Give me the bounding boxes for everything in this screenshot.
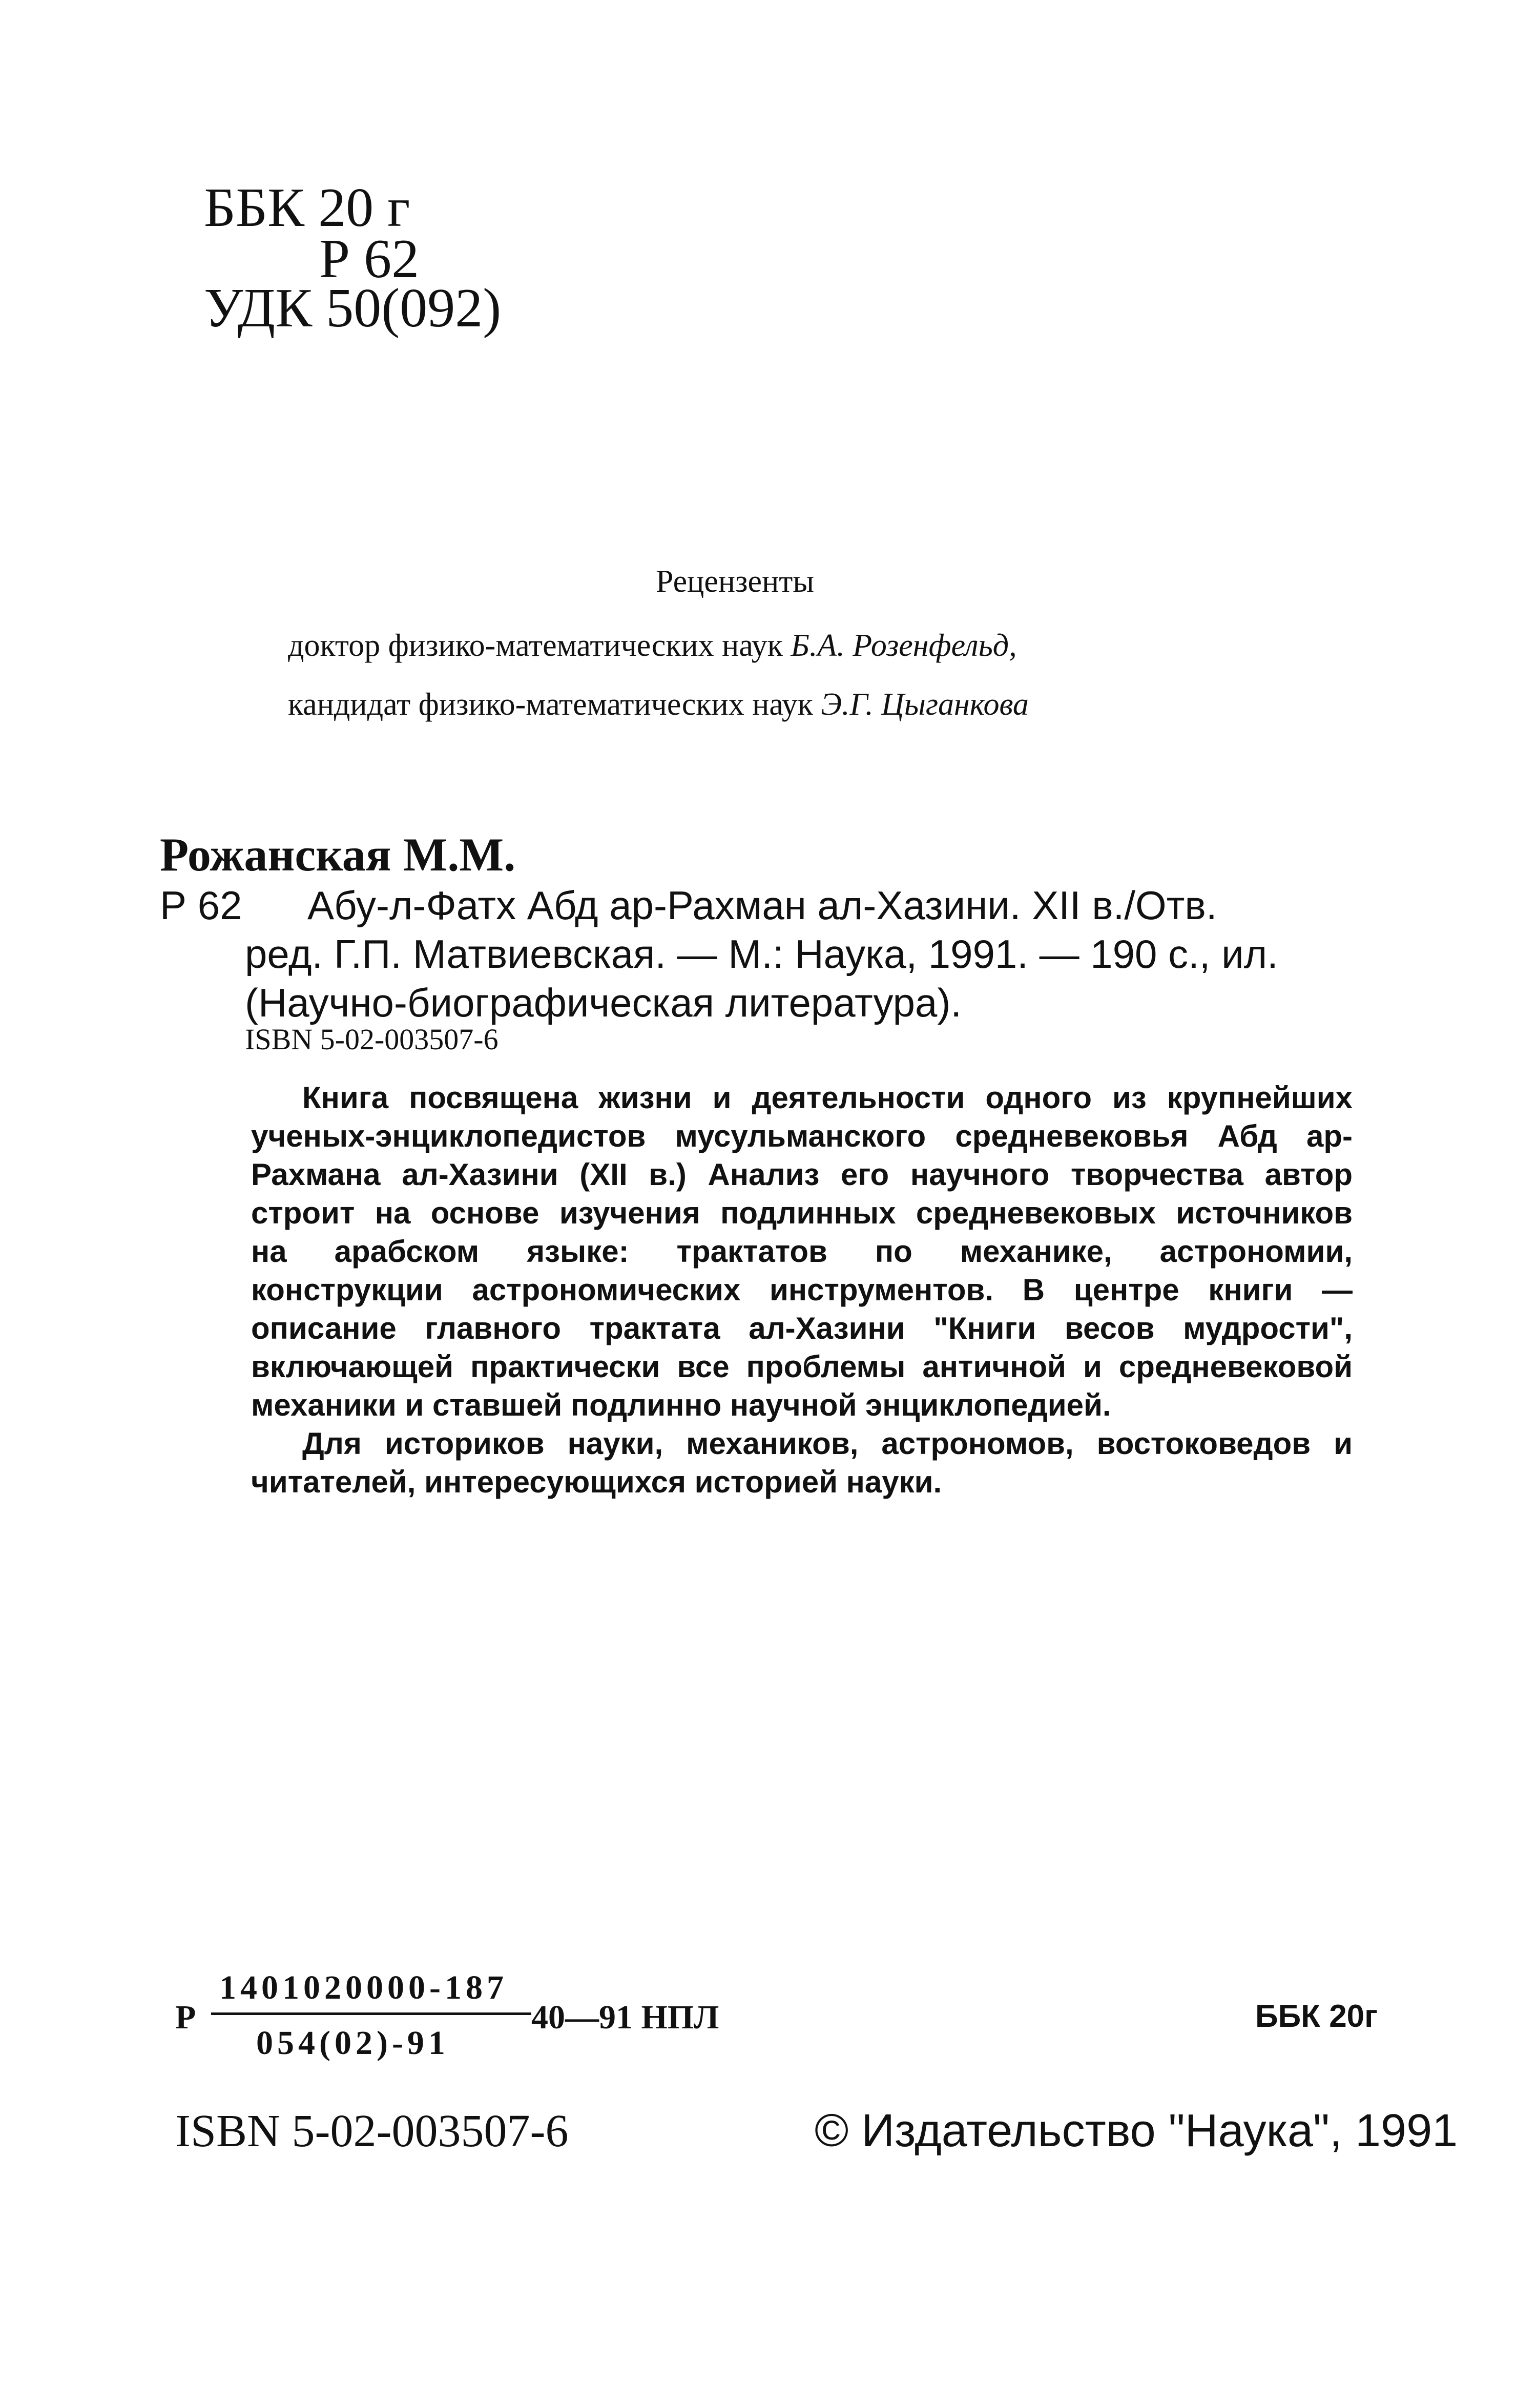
bib-isbn: ISBN 5-02-003507-6 — [245, 1023, 499, 1056]
imprint-bbk: ББК 20г — [1255, 1999, 1378, 2034]
annotation-line: на арабском языке: трактатов по механике, астрономии, — [251, 1234, 1353, 1269]
reviewer-2 — [288, 687, 1029, 723]
bbk-index: ББК 20 г — [204, 177, 410, 238]
reviewers-heading: Рецензенты — [656, 564, 815, 599]
reviewer-1-title: доктор физико-математических наук — [288, 628, 791, 663]
annotation-line: Книга посвящена жизни и деятельности одного из крупнейших — [302, 1081, 1353, 1115]
author-mark: Р 62 — [319, 229, 420, 289]
reviewer-1 — [288, 628, 1017, 664]
reviewer-2-title: кандидат физико-математических наук — [288, 687, 821, 722]
annotation-line: включающей практически все проблемы античной и средневековой — [251, 1350, 1353, 1384]
imprint-code-prefix: Р — [175, 1999, 196, 2036]
annotation-line: ученых-энциклопедистов мусульманского средневековья Абд ар- — [251, 1119, 1353, 1153]
bib-edition-line: ред. Г.П. Матвиевская. — М.: Наука, 1991. — 190 с., ил. — [245, 931, 1278, 977]
copyright-notice: © Издательство "Наука", 1991 — [815, 2105, 1458, 2156]
udk-index: УДК 50(092) — [204, 278, 502, 339]
imprint-code-suffix: 40—91 НПЛ — [531, 1999, 719, 2036]
audience-line: Для историков науки, механиков, астрономов, востоковедов и — [302, 1426, 1353, 1461]
author-name: Рожанская М.М. — [160, 828, 516, 881]
reviewer-2-name: Э.Г. Цыганкова — [821, 687, 1029, 722]
bib-series-line: (Научно-биографическая литература). — [245, 980, 962, 1025]
reviewer-1-name: Б.А. Розенфельд, — [791, 628, 1017, 663]
imprint-code-denominator: 054(02)-91 — [256, 2024, 449, 2062]
bib-title-line: Абу-л-Фатх Абд ар-Рахман ал-Хазини. XII в./Отв. — [307, 883, 1217, 928]
annotation-line: конструкции астрономических инструментов. В центре книги — — [251, 1273, 1353, 1307]
annotation-line: описание главного трактата ал-Хазини "Книги весов мудрости", — [251, 1311, 1353, 1345]
imprint-isbn: ISBN 5-02-003507-6 — [175, 2106, 569, 2156]
annotation-line: механики и ставшей подлинно научной энциклопедией. — [251, 1388, 1111, 1422]
annotation-line: Рахмана ал-Хазини (XII в.) Анализ его научного творчества автор — [251, 1157, 1353, 1192]
fraction-bar — [211, 2012, 531, 2015]
annotation-line: строит на основе изучения подлинных средневековых источников — [251, 1196, 1353, 1230]
audience-line: читателей, интересующихся историей науки. — [251, 1465, 942, 1499]
imprint-code-numerator: 1401020000-187 — [219, 1969, 508, 2006]
bib-mark: Р 62 — [160, 883, 242, 928]
